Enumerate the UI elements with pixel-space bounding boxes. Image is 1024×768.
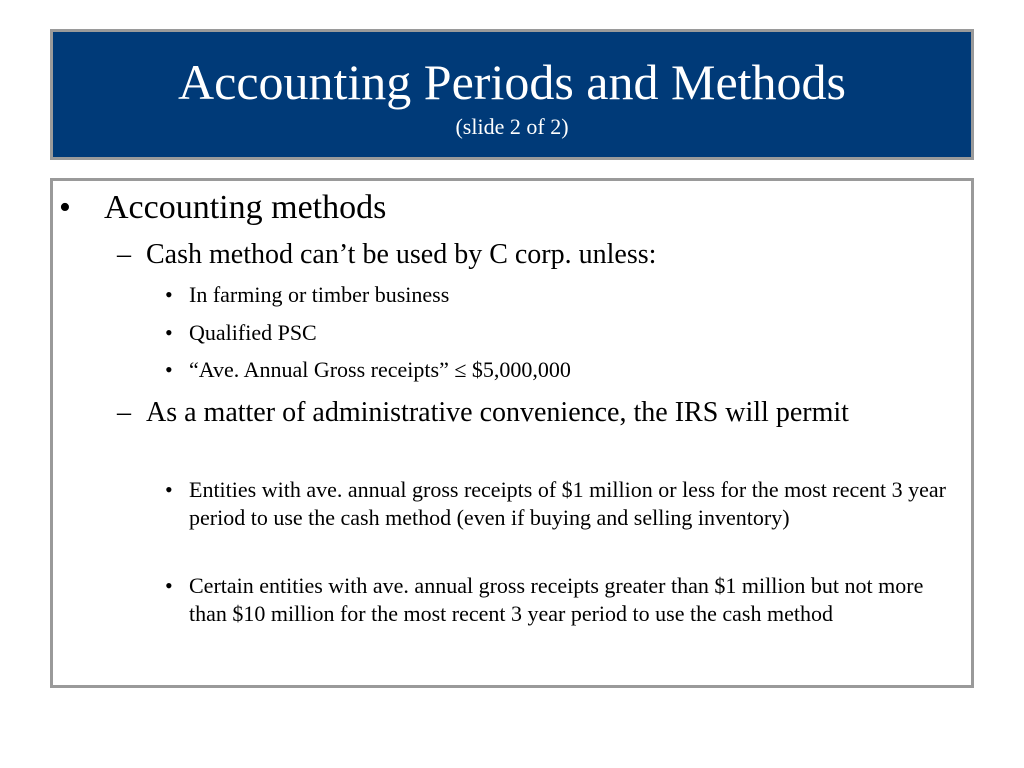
dash-marker: –	[117, 397, 131, 428]
slide-title: Accounting Periods and Methods	[178, 54, 846, 110]
bullet-marker: •	[165, 573, 173, 598]
dash-marker: –	[117, 239, 131, 270]
list-item: Certain entities with ave. annual gross receipts greater than $1 million but not more than $10 million for the most recent 3 year period to use the cash method	[189, 573, 924, 626]
irs-rule-text: As a matter of administrative convenience, the IRS will permit	[146, 397, 849, 428]
bullet-marker: •	[165, 477, 173, 502]
bullet-marker: •	[165, 357, 173, 382]
list-item: In farming or timber business	[189, 282, 450, 307]
list-item: Entities with ave. annual gross receipts of $1 million or less for the most recent 3 year period to use the cash method (even if buying and selling inventory)	[189, 477, 946, 530]
bullet-marker: •	[59, 189, 71, 226]
bullet-marker: •	[165, 282, 173, 307]
slide-subtitle: (slide 2 of 2)	[455, 114, 569, 139]
heading-accounting-methods: Accounting methods	[104, 189, 387, 226]
title-banner	[50, 29, 974, 160]
bullet-marker: •	[165, 320, 173, 345]
cash-rule-text: Cash method can’t be used by C corp. unless:	[146, 239, 657, 270]
list-item: Qualified PSC	[189, 320, 317, 345]
list-item: “Ave. Annual Gross receipts” ≤ $5,000,000	[189, 357, 571, 382]
